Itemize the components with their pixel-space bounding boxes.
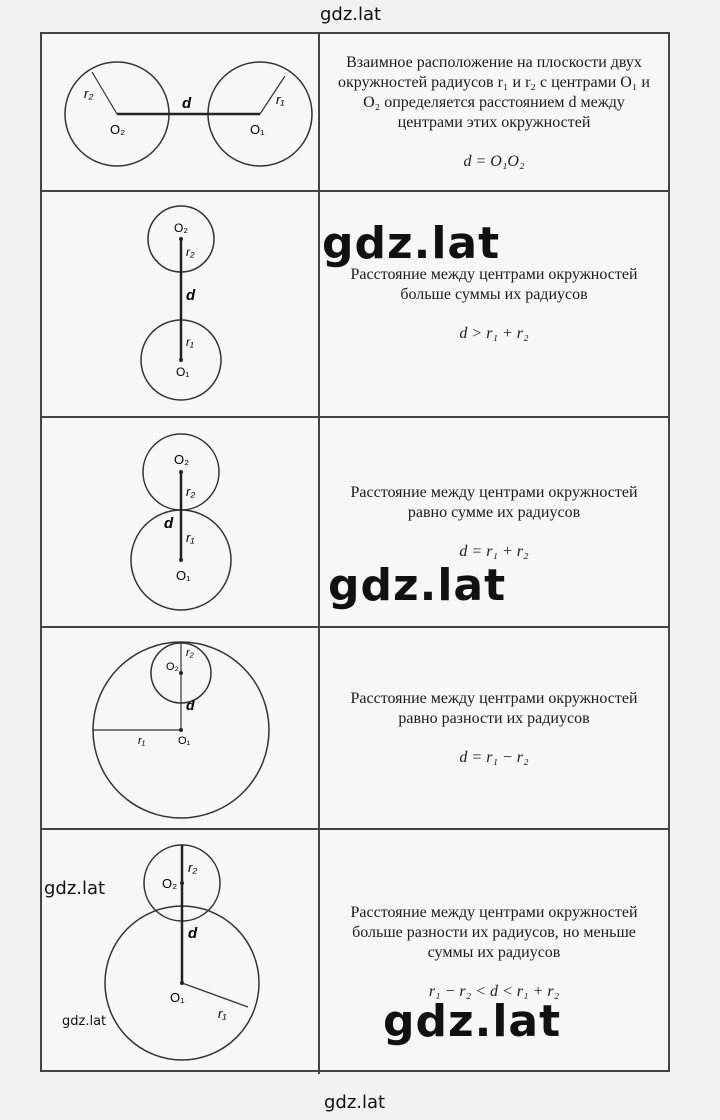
label-d: d xyxy=(182,95,192,112)
label-o1: O₁ xyxy=(178,735,191,747)
description-text: Расстояние между центрами окружностей больше суммы их радиусов xyxy=(350,266,638,303)
label-d: d xyxy=(164,515,174,532)
formula: r₁ − r₂ < d < r₁ + r₂ xyxy=(428,983,560,1000)
label-r2: r₂ xyxy=(84,86,94,101)
label-o1: O₁ xyxy=(176,365,190,379)
circles-table xyxy=(40,32,670,1072)
formula: d > r₁ + r₂ xyxy=(459,325,529,342)
diagram-cell xyxy=(42,34,320,190)
watermark-small-left: gdz.lat xyxy=(62,1014,107,1029)
diagram-cell xyxy=(42,418,320,626)
watermark-big-1: gdz.lat xyxy=(322,218,501,269)
watermark-bottom: gdz.lat xyxy=(324,1092,386,1113)
description-text: Взаимное расположение на плоскости двух окружностей радиусов r₁ и r₂ с центрами O₁ и O₂ определяется расстоянием d между центрами этих окружностей xyxy=(338,54,650,131)
label-r1: r₁ xyxy=(218,1006,227,1021)
label-r2: r₂ xyxy=(186,245,195,259)
diagram-internal-tangent xyxy=(42,628,318,828)
table-row xyxy=(42,628,668,830)
label-o2: O₂ xyxy=(174,452,190,467)
table-row xyxy=(42,34,668,192)
watermark-top: gdz.lat xyxy=(320,4,382,25)
label-o1: O₁ xyxy=(250,122,265,137)
label-o2: O₂ xyxy=(166,661,179,673)
diagram-touching-circles xyxy=(42,418,318,626)
label-r1: r₁ xyxy=(138,735,146,747)
diagram-cell xyxy=(42,192,320,416)
label-d: d xyxy=(186,697,195,713)
label-r1: r₁ xyxy=(276,92,285,107)
table-row xyxy=(42,830,668,1074)
diagram-intersecting-circles xyxy=(42,830,318,1072)
label-r1: r₁ xyxy=(186,530,195,545)
description-text: Расстояние между центрами окружностей больше разности их радиусов, но меньше суммы их радиусов xyxy=(350,904,638,961)
watermark-big-3: gdz.lat xyxy=(383,996,562,1047)
label-o2: O₂ xyxy=(110,122,126,137)
label-r1: r₁ xyxy=(186,335,194,349)
formula: d = r₁ − r₂ xyxy=(459,749,529,766)
label-d: d xyxy=(188,925,198,942)
description-cell xyxy=(320,34,668,190)
diagram-cell xyxy=(42,830,320,1074)
label-d: d xyxy=(186,287,196,304)
formula: d = r₁ + r₂ xyxy=(459,543,529,560)
description-text: Расстояние между центрами окружностей равно сумме их радиусов xyxy=(350,484,638,521)
watermark-mid-left: gdz.lat xyxy=(44,878,106,899)
description-cell xyxy=(320,628,668,828)
label-o1: O₁ xyxy=(176,568,191,583)
diagram-cell xyxy=(42,628,320,828)
formula: d = O₁O₂ xyxy=(463,153,525,170)
label-o1: O₁ xyxy=(170,990,185,1005)
label-o2: O₂ xyxy=(162,876,178,891)
label-r2: r₂ xyxy=(188,860,198,875)
label-r2: r₂ xyxy=(186,647,194,659)
diagram-two-circles xyxy=(42,34,318,190)
diagram-separate-circles xyxy=(42,192,318,416)
watermark-big-2: gdz.lat xyxy=(328,560,507,611)
description-text: Расстояние между центрами окружностей равно разности их радиусов xyxy=(350,690,638,727)
label-r2: r₂ xyxy=(186,484,196,499)
label-o2: O₂ xyxy=(174,221,188,235)
